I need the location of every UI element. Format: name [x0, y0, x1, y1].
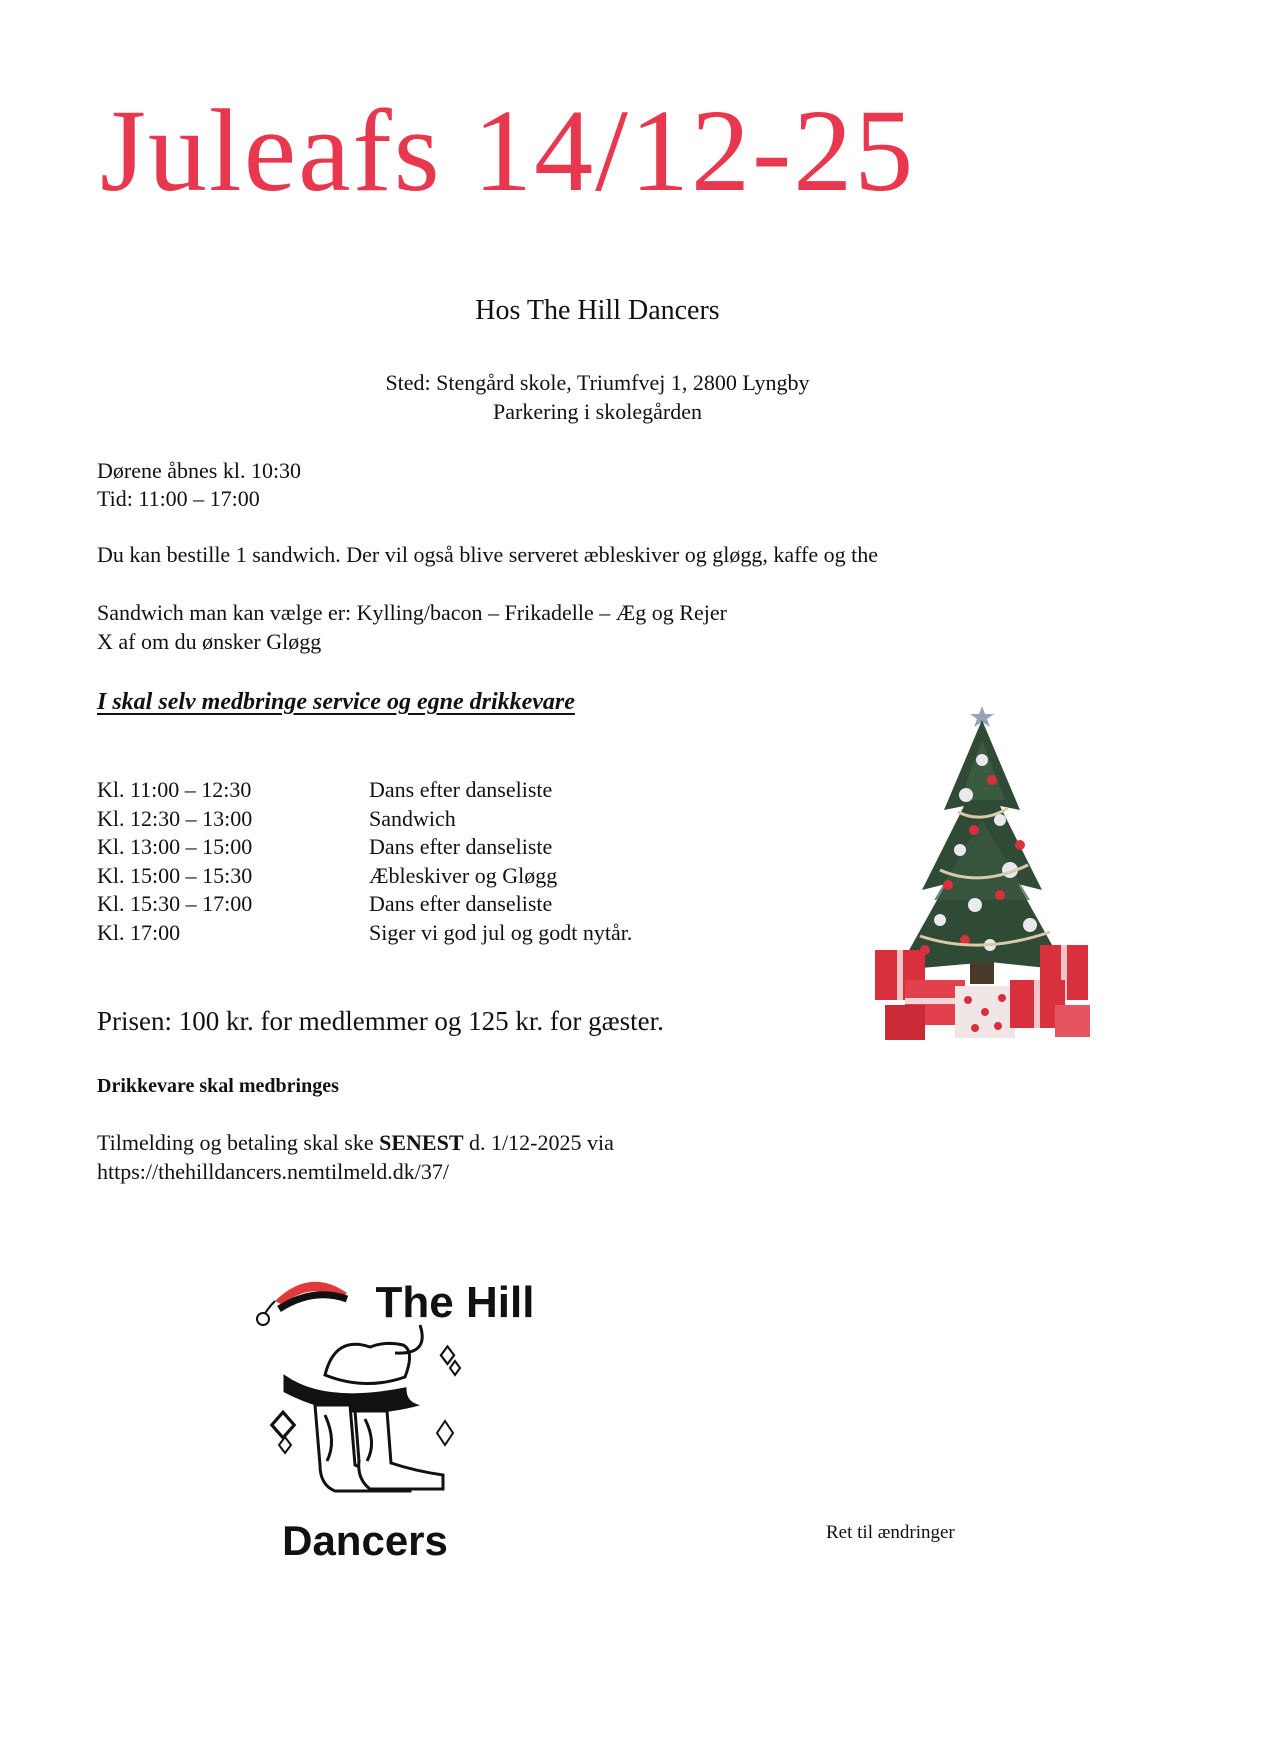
schedule-time: Kl. 13:00 – 15:00 [97, 834, 253, 860]
glogg-note: X af om du ønsker Gløgg [97, 629, 322, 654]
club-logo [255, 1265, 555, 1570]
schedule-row [97, 805, 632, 834]
schedule-table [97, 776, 632, 948]
schedule-time: Kl. 12:30 – 13:00 [97, 805, 253, 831]
schedule-row [97, 833, 632, 862]
schedule-row [97, 919, 632, 948]
host-line: Hos The Hill Dancers [475, 295, 720, 326]
schedule-activity: Sandwich [369, 805, 456, 831]
signup-suffix: d. 1/12-2025 via [463, 1130, 614, 1155]
schedule-time: Kl. 17:00 [97, 919, 181, 945]
cowboy-boots-icon [315, 1405, 443, 1491]
schedule-row [97, 862, 632, 891]
drinks-notice: Drikkevare skal medbringes [97, 1075, 339, 1097]
schedule-row [97, 776, 632, 805]
sandwich-choice: Sandwich man kan vælge er: Kylling/bacon – Frikadelle – Æg og Rejer [97, 600, 727, 625]
venue-address: Sted: Stengård skole, Triumfvej 1, 2800 Lyngby [385, 370, 810, 395]
sandwich-info: Du kan bestille 1 sandwich. Der vil også blive serveret æbleskiver og gløgg, kaffe og the [97, 542, 879, 567]
schedule-time: Kl. 15:30 – 17:00 [97, 891, 253, 917]
signup-deadline [97, 1130, 614, 1156]
signup-emphasis: SENEST [379, 1130, 464, 1155]
schedule-activity: Siger vi god jul og godt nytår. [369, 919, 633, 945]
schedule-activity: Dans efter danseliste [369, 834, 553, 860]
event-time: Tid: 11:00 – 17:00 [97, 486, 260, 511]
schedule-time: Kl. 15:00 – 15:30 [97, 862, 253, 888]
santa-hat-icon [257, 1282, 347, 1325]
price-line: Prisen: 100 kr. for medlemmer og 125 kr. for gæster. [97, 1006, 664, 1036]
signup-url[interactable]: https://thehilldancers.nemtilmeld.dk/37/ [97, 1159, 449, 1184]
schedule-row [97, 890, 632, 919]
christmas-tree-icon [870, 700, 1095, 1070]
logo-line1: The Hill [375, 1278, 535, 1327]
logo-line2: Dancers [282, 1517, 448, 1564]
venue-parking: Parkering i skolegården [493, 399, 702, 424]
signup-prefix: Tilmelding og betaling skal ske [97, 1130, 380, 1155]
schedule-activity: Dans efter danseliste [369, 891, 553, 917]
changes-note: Ret til ændringer [826, 1522, 955, 1543]
bring-notice: I skal selv medbringe service og egne drikkevare [97, 689, 575, 715]
page-title: Juleafs 14/12-25 [100, 85, 916, 216]
cowboy-hat-icon [285, 1325, 422, 1411]
schedule-activity: Dans efter danseliste [369, 777, 553, 802]
doors-open: Dørene åbnes kl. 10:30 [97, 458, 302, 483]
schedule-time: Kl. 11:00 – 12:30 [97, 777, 252, 802]
logo-artwork [255, 1265, 555, 1565]
schedule-activity: Æbleskiver og Gløgg [369, 862, 558, 888]
